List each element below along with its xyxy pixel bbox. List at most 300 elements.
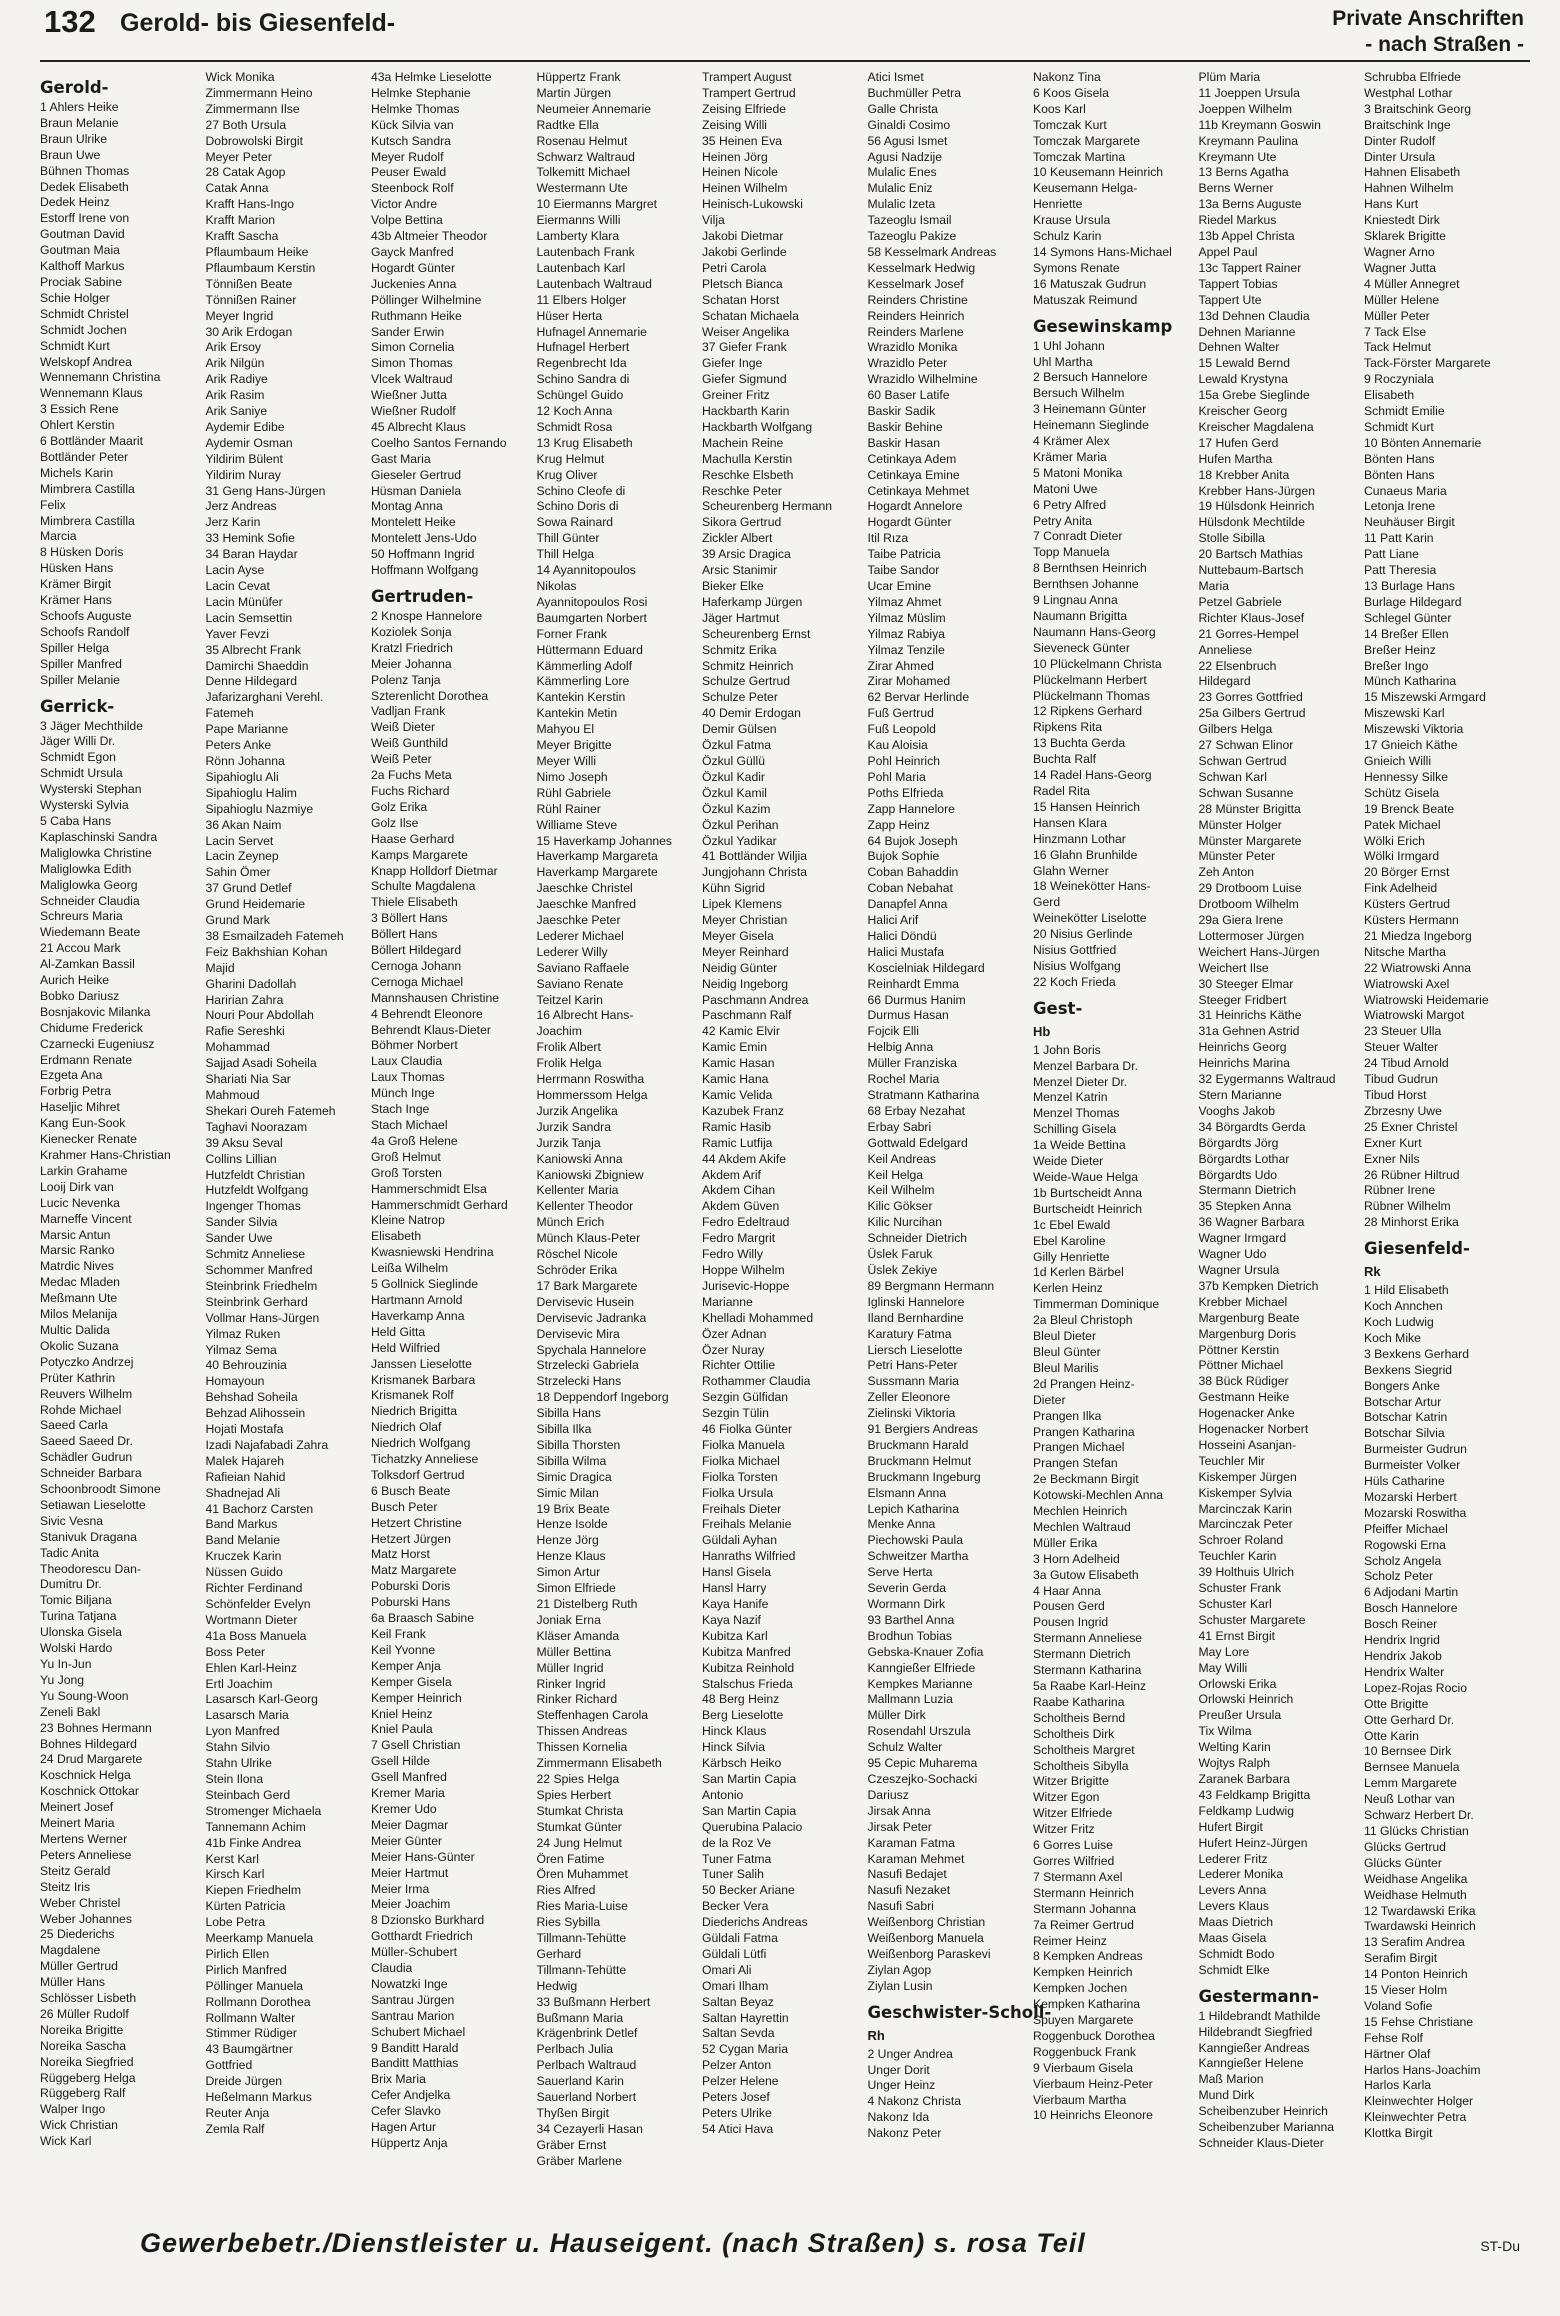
listing-entry: Plückelmann Thomas [1033,688,1150,703]
listing-entry: Schroer Roland [1198,1533,1284,1548]
listing-entry: Sieveneck Günter [1033,640,1130,655]
listing-entry: 28 Minhorst Erika [1364,1215,1459,1230]
listing-entry: Kemper Anja [371,1658,441,1673]
listing-entry: 31 Geng Hans-Jürgen [205,483,326,498]
listing-entry: Stahn Silvio [205,1740,270,1755]
listing-entry: Hutzfeldt Christian [205,1167,306,1182]
listing-entry: Kamic Emin [702,1040,768,1055]
listing-entry: Schino Cleofe di [536,483,626,498]
listing-entry: 13b Appel Christa [1198,229,1295,244]
listing-entry: Menzel Barbara Dr. [1033,1058,1138,1073]
listing-entry: Strzelecki Hans [536,1374,622,1389]
listing-entry: Arik Saniye [205,404,268,419]
listing-entry: Nakonz Tina [1033,70,1101,84]
listing-entry: 3 Essich Rene [40,402,119,417]
listing-entry: Kubitza Reinhold [702,1660,795,1675]
listing-entry: Nakonz Peter [867,2126,942,2141]
listing-entry: Vollmar Hans-Jürgen [205,1310,320,1325]
listing-entry: Thyßen Birgit [536,2106,609,2120]
listing-entry: 25a Gilbers Gertrud [1198,706,1306,721]
listing-entry: Hommerssom Helga [536,1088,648,1102]
street-heading: Gerold- [40,78,109,97]
listing-entry: Orlowski Heinrich [1198,1692,1294,1707]
listing-entry: Haririan Zahra [205,992,284,1007]
listing-entry: Yu Soung-Woon [40,1688,129,1703]
listing-entry: Kotowski-Mechlen Anna [1033,1488,1164,1503]
listing-entry: Weidhase Angelika [1364,1871,1468,1886]
listing-entry: Stalschus Frieda [702,1676,793,1691]
listing-entry: 29a Giera Irene [1198,913,1284,928]
listing-entry: Hosseini Asanjan- [1198,1437,1297,1452]
listing-entry: Groß Torsten [371,1165,442,1180]
listing-entry: Wick Monika [205,70,275,84]
listing-entry: Yildirim Nuray [205,467,281,482]
listing-entry: Koch Ludwig [1364,1314,1434,1329]
listing-entry: Yilmaz Rabiya [867,626,945,641]
listing-entry: Nuttebaum-Bartsch [1198,563,1304,578]
listing-entry: Yilmaz Tenzile [867,642,945,657]
listing-entry: Pirlich Manfred [205,1962,287,1977]
listing-entry: Machein Reine [702,435,784,450]
listing-entry: 6 Petry Alfred [1033,497,1107,512]
listing-entry: 19 Hülsdonk Heinrich [1198,499,1315,514]
listing-entry: Hetzert Jürgen [371,1531,451,1546]
street-heading: Gest- [1033,998,1083,1018]
listing-entry: Tibud Horst [1364,1088,1427,1102]
listing-entry: Ramic Hasib [702,1119,772,1134]
listing-entry: 23 Steuer Ulla [1364,1024,1442,1039]
listing-entry: Kürten Patricia [205,1899,286,1914]
listing-entry: Kubitza Karl [702,1628,768,1643]
listing-entry: Hanraths Wilfried [702,1549,796,1564]
listing-entry: Grund Heidemarie [205,897,306,912]
listing-entry: Tappert Ute [1198,292,1262,307]
listing-entry: Kamps Margarete [371,847,468,862]
listing-entry: 4 Behrendt Eleonore [371,1006,483,1021]
listing-entry: 36 Wagner Barbara [1198,1215,1305,1230]
listing-entry: Scholz Peter [1364,1569,1434,1584]
listing-entry: Kilic Nurcihan [867,1215,943,1230]
listing-entry: Rothammer Claudia [702,1374,811,1389]
listing-entry: 29 Drotboom Luise [1198,881,1302,896]
listing-entry: 3 Jäger Mechthilde [40,718,143,733]
listing-entry: Hülsdonk Mechtilde [1198,515,1305,530]
listing-entry: Wennemann Klaus [40,386,143,401]
listing-entry: Knapp Holldorf Dietmar [371,863,498,878]
listing-entry: Lasarsch Maria [205,1708,289,1723]
listing-entry: Collins Lillian [205,1151,277,1166]
listing-entry: 37b Kempken Dietrich [1198,1278,1319,1293]
listing-entry: Paschmann Andrea [702,992,809,1007]
listing-entry: Tillmann-Tehütte [536,1962,627,1977]
listing-entry: Heinen Wilhelm [702,181,788,196]
listing-entry: Kamic Hasan [702,1056,775,1071]
listing-entry: 37 Giefer Frank [702,340,787,355]
listing-entry: Saltan Hayrettin [702,2010,789,2025]
listing-entry: Vlcek Waltraud [371,372,453,387]
listing-entry: 1 Hildebrandt Mathilde [1198,2008,1321,2023]
listing-entry: Rafie Sereshki [205,1024,285,1039]
listing-entry: Richter Ferdinand [205,1581,303,1596]
listing-entry: Jerz Andreas [205,499,277,514]
listing-entry: 1 John Boris [1033,1042,1101,1057]
listing-entry: 1b Burtscheidt Anna [1033,1185,1143,1200]
listing-entry: Hackbarth Wolfgang [702,419,813,434]
listing-entry: Hackbarth Karin [702,404,790,419]
listing-entry: Reinders Heinrich [867,308,965,323]
listing-entry: Thissen Kornelia [536,1740,628,1755]
listing-entry: Kreischer Magdalena [1198,419,1314,434]
listing-entry: Hendrix Ingrid [1364,1633,1440,1648]
listing-entry: Witzer Brigitte [1033,1774,1109,1789]
listing-entry: 7 Tack Else [1364,324,1427,339]
listing-entry: Braun Melanie [40,115,119,130]
listing-entry: Glücks Günter [1364,1855,1442,1870]
listing-entry: Kreischer Georg [1198,404,1288,419]
listing-entry: Juckenies Anna [371,276,457,291]
listing-entry: 3 Böllert Hans [371,911,448,926]
listing-entry: Wiatrowski Margot [1364,1008,1465,1023]
listing-entry: Marianne [702,1294,753,1309]
listing-entry: Pöllinger Wilhelmine [371,292,482,307]
listing-entry: Perlbach Waltraud [536,2058,637,2073]
listing-entry: Mallmann Luzia [867,1692,953,1707]
listing-entry: Naumann Brigitta [1033,609,1128,623]
listing-entry: Khelladi Mohammed [702,1310,814,1325]
street-heading: Gertruden- [371,587,474,606]
listing-entry: Held Wilfried [371,1340,441,1355]
listing-entry: 10 Heinrichs Eleonore [1033,2108,1153,2123]
listing-entry: Ziylan Lusin [867,1978,933,1993]
listing-entry: Jafarizarghani Verehl. [205,690,324,705]
listing-entry: Uhl Martha [1033,354,1093,369]
listing-entry: Laux Claudia [371,1054,443,1069]
listing-entry: Pelzer Anton [702,2058,772,2073]
listing-entry: Bongers Anke [1364,1378,1440,1393]
listing-entry: Schneider Claudia [40,893,140,908]
listing-entry: Kreymann Paulina [1198,133,1299,148]
listing-entry: Zapp Heinz [867,817,930,832]
listing-entry: Braun Ulrike [40,131,108,146]
listing-entry: Matuszak Reimund [1033,292,1138,307]
listing-entry: Schoofs Randolf [40,624,130,639]
listing-entry: Schmidt Egon [40,750,116,765]
listing-entry: Potyczko Andrzej [40,1354,134,1369]
listing-entry: Scholtheis Margret [1033,1742,1135,1757]
listing-entry: Kück Silvia van [371,117,454,132]
listing-entry: Reinders Christine [867,292,968,307]
listing-entry: Gorres Wilfried [1033,1853,1115,1868]
listing-entry: Wrazidlo Peter [867,356,948,371]
listing-entry: Laux Thomas [371,1070,445,1085]
listing-entry: Spiller Manfred [40,656,122,671]
listing-entry: Özer Adnan [702,1326,767,1341]
listing-entry: Sander Uwe [205,1231,273,1246]
listing-entry: 1c Ebel Ewald [1033,1217,1111,1232]
listing-entry: May Willi [1198,1660,1248,1675]
listing-entry: Goutman David [40,227,125,242]
listing-entry: Forbrig Petra [40,1084,112,1099]
listing-column [40,70,205,2218]
listing-entry: Petri Hans-Peter [867,1358,958,1373]
listing-entry: 3a Gutow Elisabeth [1033,1567,1139,1582]
listing-entry: Kremer Udo [371,1801,437,1816]
listing-entry: Yildirim Bülent [205,451,283,466]
listing-entry: Raabe Katharina [1033,1694,1125,1709]
listing-entry: Kubitza Manfred [702,1644,791,1659]
listing-entry: Müller Dirk [867,1708,926,1723]
listing-entry: Jäger Hartmut [702,610,780,625]
listing-entry: Meyer Brigitte [536,738,612,753]
listing-entry: Radtke Ella [536,117,599,132]
listing-entry: 34 Cezayerli Hasan [536,2121,643,2136]
listing-entry: Wölki Erich [1364,833,1425,848]
section-title-line2: - nach Straßen - [1365,33,1524,56]
listing-entry: Exner Nils [1364,1151,1420,1166]
listing-entry: Halici Mustafa [867,944,945,959]
listing-entry: Tönnißen Beate [205,276,293,291]
listing-entry: Leißa Wilhelm [371,1261,449,1276]
listing-entry: Dervisevic Husein [536,1294,635,1309]
listing-entry: 93 Barthel Anna [867,1612,955,1627]
listing-entry: Jurzik Sandra [536,1119,612,1134]
listing-entry: 39 Aksu Seval [205,1135,283,1150]
listing-entry: Hedwig [536,1978,578,1993]
listing-entry: Roggenbuck Dorothea [1033,2028,1155,2043]
listing-entry: Kantekin Kerstin [536,690,626,705]
listing-entry: Jakobi Gerlinde [702,244,787,259]
listing-entry: Tuner Salih [702,1867,764,1882]
listing-entry: Kanngießer Andreas [1198,2040,1310,2055]
listing-entry: Looij Dirk van [40,1179,114,1194]
listing-entry: Welskopf Andrea [40,354,132,369]
listing-entry: 17 Hufen Gerd [1198,435,1279,450]
listing-entry: Topp Manuela [1033,545,1110,560]
listing-entry: 30 Arik Erdogan [205,324,293,339]
listing-entry: Güldali Lütfi [702,1946,767,1961]
listing-entry: Bruckmann Harald [867,1437,969,1452]
listing-entry: Menzel Thomas [1033,1106,1120,1121]
listing-entry: 3 Horn Adelheid [1033,1551,1120,1566]
listing-entry: Weiß Dieter [371,720,436,735]
listing-entry: Schmidt Rosa [536,419,613,434]
listing-entry: Baskir Hasan [867,435,940,450]
listing-entry: Kau Aloisia [867,738,928,753]
listing-entry: Gestmann Heike [1198,1390,1290,1405]
listing-entry: Kienecker Renate [40,1132,137,1147]
listing-entry: Krismanek Rolf [371,1388,454,1403]
listing-entry: Jurisevic-Hoppe [702,1278,790,1293]
listing-entry: Itil Rıza [867,531,909,546]
listing-entry: Pelzer Helene [702,2074,779,2089]
listing-entry: Jaeschke Christel [536,881,633,896]
listing-entry: Izadi Najafabadi Zahra [205,1437,329,1452]
listing-entry: 68 Erbay Nezahat [867,1103,966,1118]
listing-entry: Haase Gerhard [371,831,455,846]
listing-entry: Kirsch Karl [205,1867,265,1882]
listing-entry: Lewald Krystyna [1198,372,1288,387]
listing-entry: Gotthardt Friedrich [371,1929,473,1944]
listing-entry: Schatan Michaela [702,308,799,323]
listing-entry: Band Markus [205,1517,278,1532]
listing-entry: Stratmann Katharina [867,1088,980,1102]
listing-entry: 1d Kerlen Bärbel [1033,1265,1124,1280]
listing-entry: Yu Jong [40,1672,85,1687]
listing-entry: 7 Gsell Christian [371,1738,461,1753]
listing-entry: Damirchi Shaeddin [205,658,309,673]
listing-entry: Gieseler Gertrud [371,467,462,482]
listing-entry: Nouri Pour Abdollah [205,1008,314,1023]
listing-entry: Schönfelder Evelyn [205,1597,311,1611]
listing-entry: Bieker Elke [702,579,764,593]
listing-entry: Ayannitopoulos Rosi [536,594,648,609]
listing-entry: Shariati Nia Sar [205,1072,291,1087]
listing-entry: 6 Koos Gisela [1033,85,1109,100]
listing-entry: Meier Hartmut [371,1865,449,1880]
listing-entry: Spiller Helga [40,640,110,655]
listing-entry: Özkul Kazim [702,801,771,816]
listing-entry: Hufnagel Herbert [536,340,630,355]
listing-entry: Burlage Hildegard [1364,594,1462,609]
listing-entry: Nimo Joseph [536,769,608,784]
listing-entry: Saltan Sevda [702,2026,775,2041]
listing-entry: 15 Lewald Bernd [1198,356,1290,371]
listing-entry: Meyer Peter [205,149,272,164]
street-heading: Gestermann- [1198,1986,1319,2006]
listing-entry: Cetinkaya Adem [867,451,957,466]
listing-entry: Özkul Kamil [702,785,768,800]
listing-entry: 35 Albrecht Frank [205,642,302,657]
listing-entry: Gräber Ernst [536,2137,607,2152]
listing-entry: Ruthmann Heike [371,308,462,323]
listing-entry: Pohl Heinrich [867,753,940,768]
listing-entry: 1 Hild Elisabeth [1364,1283,1449,1298]
listing-entry: Kemper Gisela [371,1674,452,1689]
listing-entry: Sikora Gertrud [702,515,782,530]
listing-entry: Zeising Elfriede [702,101,786,116]
listing-entry: San Martin Capia [702,1771,797,1786]
listing-entry: Sibilla Hans [536,1406,601,1421]
listing-entry: Zaranek Barbara [1198,1771,1290,1786]
listing-entry: 16 Glahn Brunhilde [1033,847,1138,862]
listing-entry: Lacin Cevat [205,579,270,593]
listing-entry: Schino Sandra di [536,372,630,387]
listing-entry: Haseljic Mihret [40,1100,120,1115]
listing-entry: Koos Karl [1033,101,1086,116]
listing-entry: Hüser Herta [536,308,603,323]
listing-entry: Hendrix Jakob [1364,1649,1442,1663]
listing-entry: Kremer Maria [371,1786,445,1801]
listing-entry: Sipahioglu Nazmiye [205,801,314,816]
listing-entry: Helbig Anna [867,1040,934,1055]
listing-entry: Niedrich Olaf [371,1420,442,1435]
listing-entry: 95 Cepic Muharema [867,1756,978,1771]
listing-entry: Thissen Andreas [536,1724,628,1739]
listing-entry: 16 Albrecht Hans- [536,1008,634,1023]
listing-entry: Koziolek Sonja [371,624,452,639]
listing-entry: Hüttermann Eduard [536,642,643,657]
listing-entry: 10 Bönten Annemarie [1364,435,1482,450]
listing-entry: Lederer Michael [536,928,624,943]
listing-entry: Mertens Werner [40,1831,128,1846]
listing-entry: Münch Erich [536,1215,605,1230]
listing-entry: 22 Koch Frieda [1033,974,1116,989]
listing-entry: 3 Braitschink Georg [1364,101,1472,116]
listing-entry: Vierbaum Heinz-Peter [1033,2076,1153,2091]
listing-entry: Schmidt Emilie [1364,404,1445,419]
listing-entry: Botschar Katrin [1364,1410,1448,1425]
listing-entry: Hogenacker Norbert [1198,1422,1309,1437]
listing-entry: 18 Deppendorf Ingeborg [536,1390,669,1405]
listing-entry: Sibilla Thorsten [536,1437,621,1452]
listing-entry: Scheibenzuber Marianna [1198,2120,1335,2135]
listing-entry: Sahin Ömer [205,865,271,880]
listing-entry: Schino Doris di [536,499,619,514]
listing-entry: de la Roz Ve [702,1835,772,1850]
listing-entry: 28 Münster Brigitta [1198,801,1301,816]
listing-entry: Held Gitta [371,1324,426,1339]
listing-entry: Dehnen Marianne [1198,324,1296,339]
listing-entry: Noreika Sascha [40,2038,127,2053]
listing-entry: Lederer Fritz [1198,1851,1268,1866]
listing-entry: Cetinkaya Emine [867,467,960,482]
listing-entry: Bernthsen Johanne [1033,577,1139,592]
listing-entry: 15 Miszewski Armgard [1364,690,1486,705]
listing-entry: 35 Heinen Eva [702,133,782,148]
listing-entry: 24 Drud Margarete [40,1752,143,1767]
listing-entry: 58 Kesselmark Andreas [867,244,997,259]
listing-entry: 13 Serafim Andrea [1364,1935,1465,1950]
listing-entry: Brodhun Tobias [867,1628,952,1643]
listing-entry: Plüm Maria [1198,70,1261,84]
listing-entry: Kleinwechter Holger [1364,2094,1474,2109]
listing-entry: Marcinczak Peter [1198,1517,1293,1532]
listing-entry: Kempken Jochen [1033,1981,1128,1996]
listing-entry: Felix [40,497,66,512]
listing-entry: 7 Conradt Dieter [1033,529,1123,544]
listing-entry: 31 Heinrichs Käthe [1198,1008,1302,1023]
listing-entry: 34 Börgardts Gerda [1198,1119,1306,1134]
listing-entry: Strzelecki Gabriela [536,1358,639,1373]
listing-entry: Wormann Dirk [867,1597,946,1611]
listing-entry: Keil Frank [371,1627,426,1641]
listing-entry: Akdem Güven [702,1199,780,1214]
listing-entry: Drotboom Wilhelm [1198,897,1299,912]
listing-entry: Menzel Dieter Dr. [1033,1074,1128,1089]
listing-entry: Bönten Hans [1364,451,1435,466]
listing-entry: 8 Dzionsko Burkhard [371,1913,485,1928]
listing-entry: Tönnißen Rainer [205,292,297,307]
listing-entry: Meyer Christian [702,913,788,928]
listing-entry: Gräber Marlene [536,2153,622,2168]
listing-entry: Ohlert Kerstin [40,418,115,433]
listing-entry: 2a Bleul Christoph [1033,1313,1133,1328]
listing-entry: Schmidt Ursula [40,766,123,781]
listing-entry: Spiller Melanie [40,672,120,687]
listing-entry: Preußer Ursula [1198,1708,1282,1723]
listing-entry: Krafft Marion [205,213,276,228]
listing-entry: Schulz Karin [1033,229,1102,244]
listing-entry: Hansen Klara [1033,815,1107,830]
listing-entry: Radel Rita [1033,783,1090,798]
page-range: Gerold- bis Giesenfeld- [120,9,396,37]
listing-entry: 6 Adjodani Martin [1364,1585,1459,1600]
listing-entry: Prociak Sabine [40,274,122,289]
listing-entry: Bexkens Siegrid [1364,1362,1453,1377]
listing-entry: Kleine Natrop [371,1213,445,1228]
listing-entry: Schmidt Kurt [1364,419,1434,434]
listing-entry: Dieter [1033,1392,1066,1407]
